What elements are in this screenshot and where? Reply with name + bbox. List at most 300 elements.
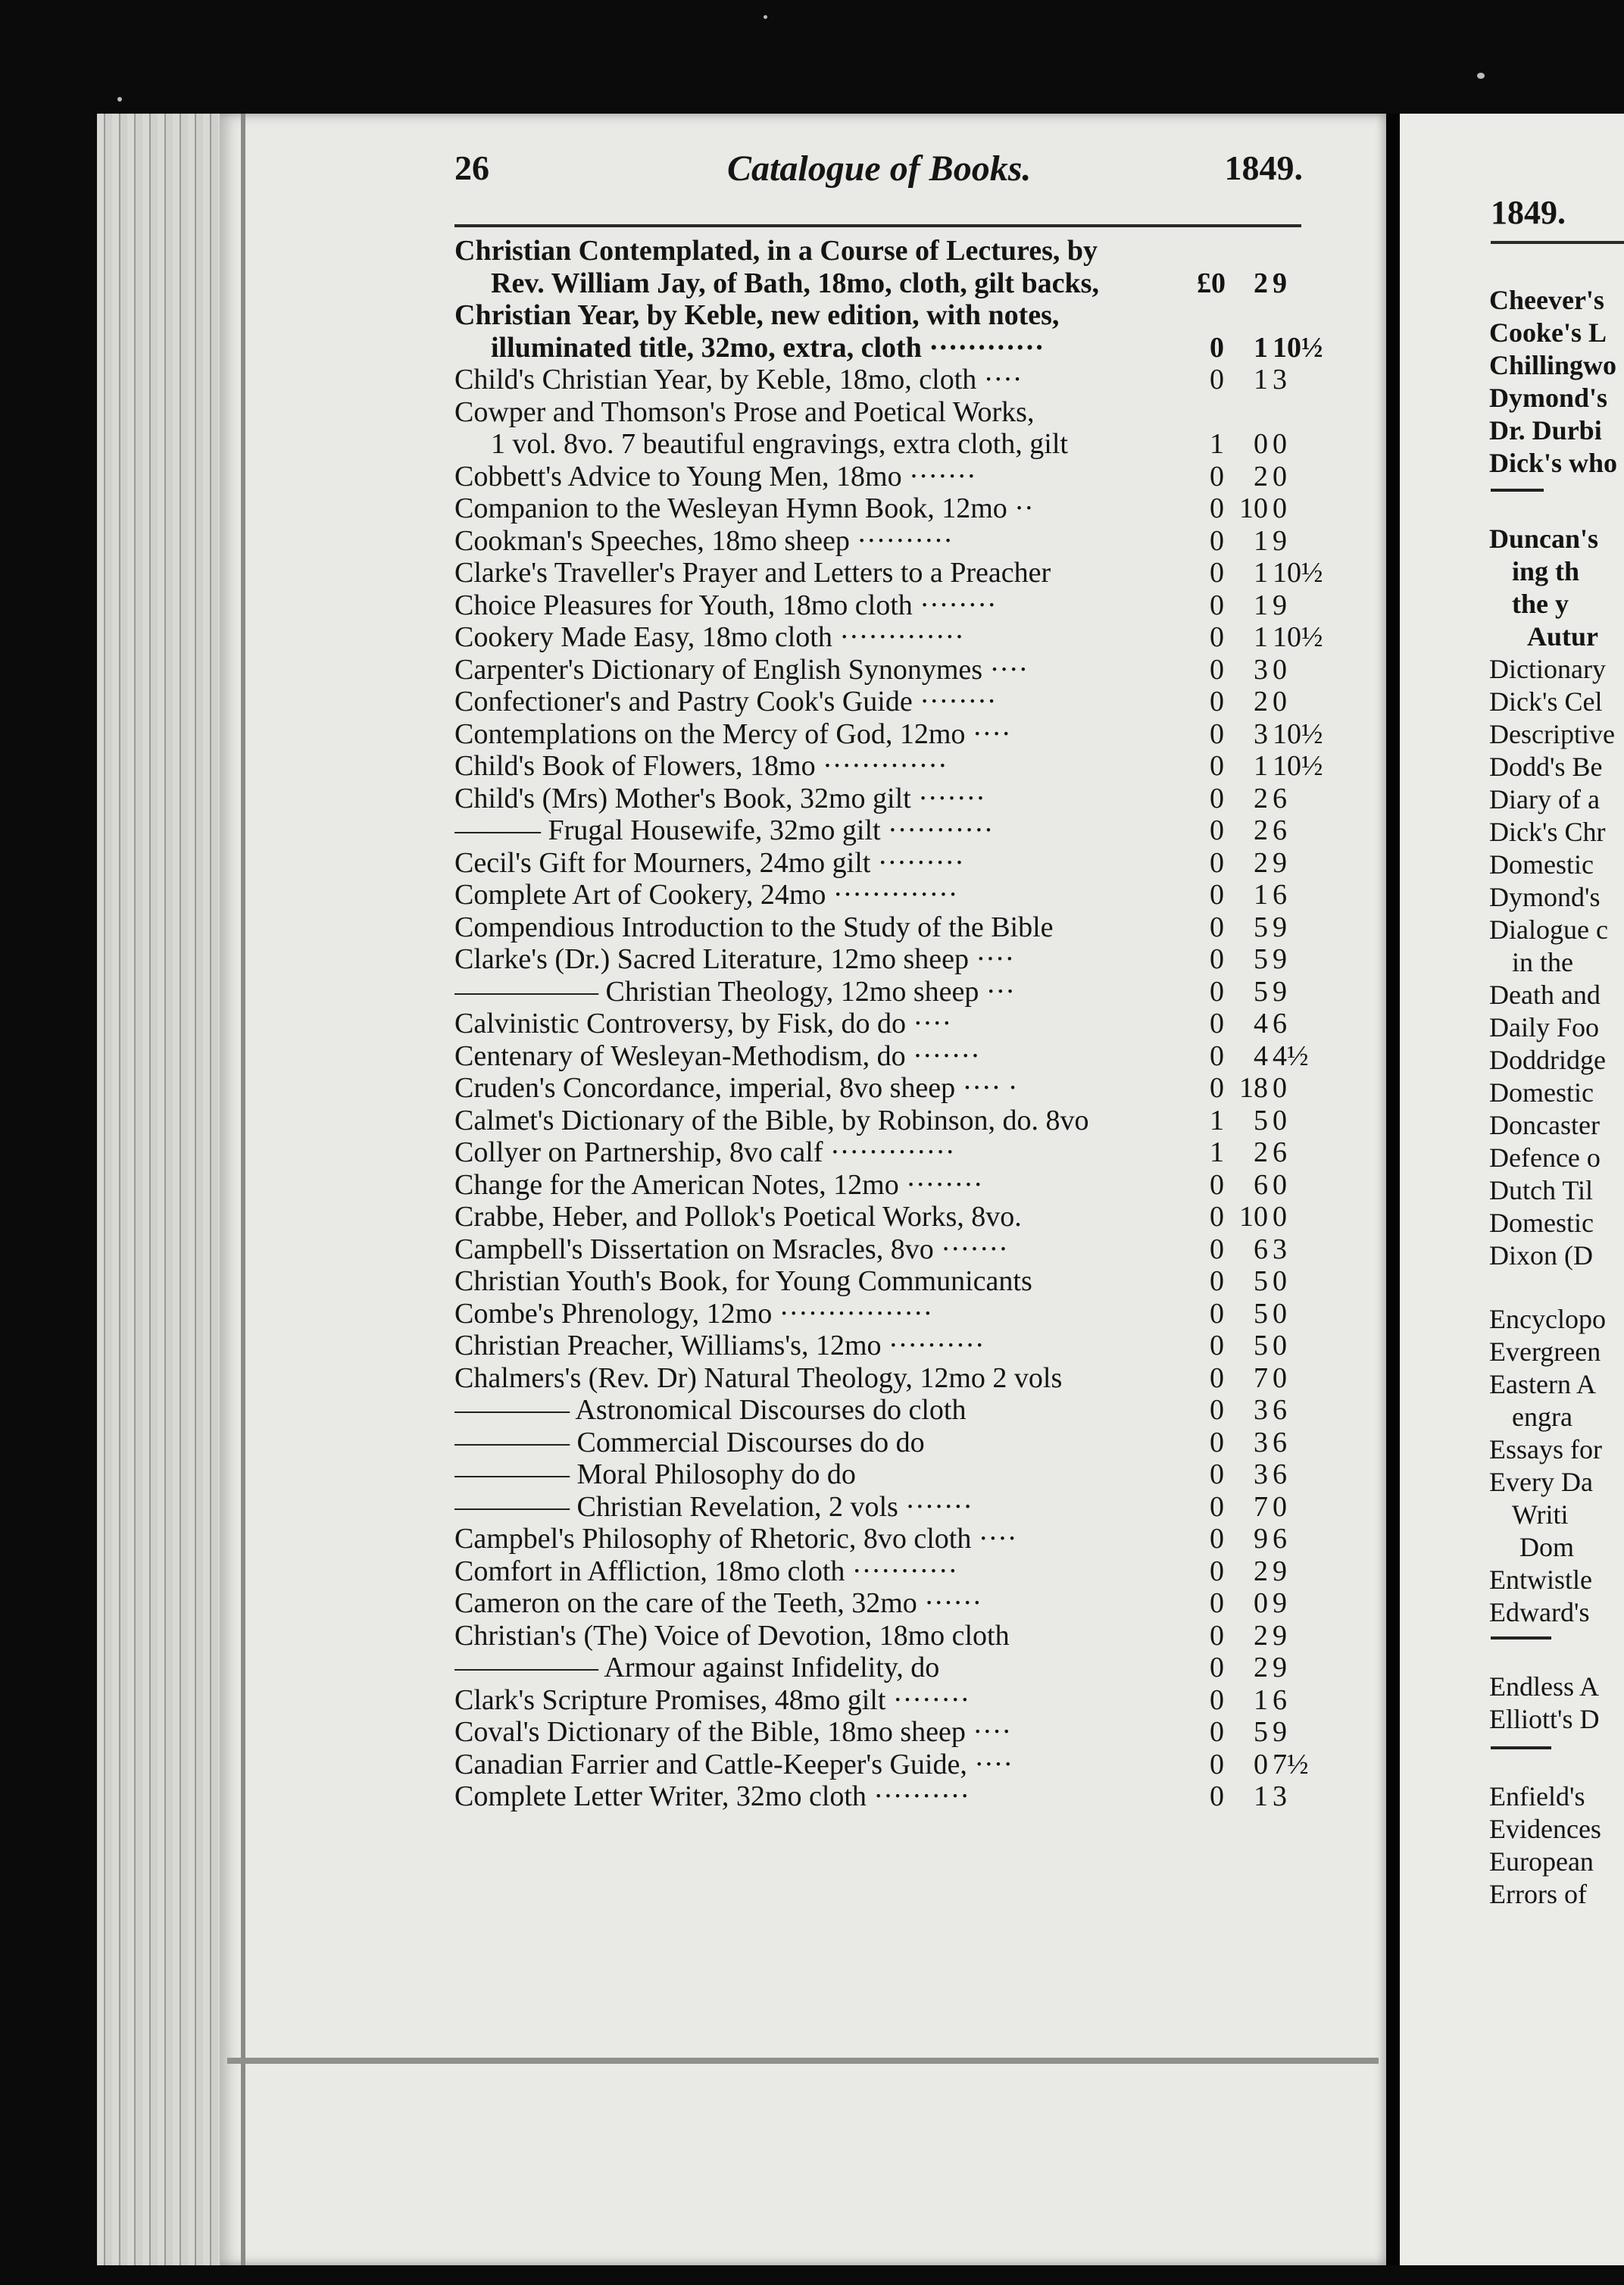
price-shillings: 3 <box>1254 1426 1268 1458</box>
entry-title: Companion to the Wesleyan Hymn Book, 12mo ·· <box>454 492 1034 524</box>
entry-price <box>1197 1298 1318 1330</box>
price-pence: 6 <box>1273 1683 1287 1716</box>
price-pounds: 0 <box>1210 782 1224 814</box>
right-page-entry: Dixon (D <box>1489 1240 1593 1271</box>
price-shillings: 2 <box>1254 1652 1268 1683</box>
price-pounds: 0 <box>1210 460 1224 492</box>
right-page-entry: Essays for <box>1489 1434 1602 1464</box>
entry-title: Campbel's Philosophy of Rhetoric, 8vo cloth ···· <box>454 1523 1017 1555</box>
page-header <box>454 148 1303 201</box>
price-shillings: 6 <box>1254 1168 1268 1201</box>
entry-price <box>1197 1072 1318 1105</box>
price-pence: 0 <box>1273 492 1287 524</box>
entry-price <box>1197 814 1318 847</box>
right-page-entry: Diary of a <box>1489 784 1600 814</box>
entry-price <box>1197 943 1318 976</box>
catalogue-entry <box>439 1620 1318 1652</box>
catalogue-entry <box>439 1780 1318 1813</box>
catalogue-entry <box>439 1201 1318 1233</box>
price-pounds: 0 <box>1210 911 1224 943</box>
right-page-entry: Domestic <box>1489 1077 1594 1108</box>
catalogue-entry <box>439 525 1318 558</box>
price-pence: 0 <box>1273 1168 1287 1201</box>
entry-price <box>1197 1265 1318 1298</box>
price-pence: 0 <box>1273 1201 1287 1233</box>
price-shillings: 1 <box>1254 621 1268 653</box>
section-rule <box>1491 1746 1551 1749</box>
catalogue-entry <box>439 976 1318 1008</box>
scan-speck <box>1477 73 1485 79</box>
price-pence: 10½ <box>1273 621 1323 653</box>
right-header-rule <box>1491 241 1624 244</box>
price-pence: 10½ <box>1273 557 1323 589</box>
catalogue-entry <box>439 750 1323 783</box>
price-pence: 6 <box>1273 1523 1287 1555</box>
right-page-entry: Enfield's <box>1489 1781 1585 1811</box>
entry-price <box>1197 911 1318 944</box>
entry-price <box>1197 492 1318 525</box>
entry-title: Comfort in Affliction, 18mo cloth ··········· <box>454 1555 958 1587</box>
price-pence: 6 <box>1273 1394 1287 1426</box>
entry-title: Clark's Scripture Promises, 48mo gilt ········ <box>454 1683 970 1716</box>
price-shillings: 4 <box>1254 1008 1268 1039</box>
entry-price <box>1197 1427 1318 1459</box>
entry-price <box>1197 525 1318 558</box>
price-pounds: 0 <box>1210 1780 1224 1812</box>
header-year: 1849. <box>1224 148 1303 187</box>
catalogue-entry <box>439 235 1318 267</box>
right-page-entry: Dialogue c <box>1489 914 1608 945</box>
price-pence: 0 <box>1273 1072 1287 1104</box>
price-shillings: 2 <box>1254 1555 1268 1587</box>
price-shillings: 3 <box>1254 1394 1268 1426</box>
price-pence: 9 <box>1273 1587 1287 1619</box>
entry-price <box>1197 1008 1318 1040</box>
catalogue-entry <box>439 364 1318 396</box>
entry-title: ———— Commercial Discourses do do <box>454 1426 925 1458</box>
price-pounds: £0 <box>1197 267 1226 299</box>
price-pounds: 0 <box>1210 1330 1224 1361</box>
price-pence: 6 <box>1273 1008 1287 1039</box>
price-pounds: 0 <box>1210 1297 1224 1330</box>
entry-title: Coval's Dictionary of the Bible, 18mo sheep ···· <box>454 1716 1012 1748</box>
right-page-entry: Daily Foo <box>1489 1012 1600 1042</box>
catalogue-entry <box>439 1587 1318 1620</box>
entry-price <box>1197 717 1323 751</box>
catalogue-entry <box>439 621 1323 654</box>
right-page-entry: Evidences <box>1489 1814 1601 1844</box>
entry-price <box>1197 847 1318 880</box>
catalogue-entry <box>439 686 1318 718</box>
catalogue-entry <box>439 1105 1318 1137</box>
price-shillings: 18 <box>1239 1072 1268 1104</box>
right-page-entry: engra <box>1512 1402 1572 1432</box>
price-pounds: 0 <box>1210 1233 1224 1265</box>
catalogue-entry <box>439 1716 1318 1749</box>
price-shillings: 9 <box>1254 1523 1268 1555</box>
price-shillings: 6 <box>1254 1233 1268 1265</box>
right-page-entry: Domestic <box>1489 849 1594 880</box>
entry-title: Rev. William Jay, of Bath, 18mo, cloth, gilt backs, <box>491 267 1099 299</box>
price-pence: 0 <box>1273 1361 1287 1394</box>
price-shillings: 5 <box>1254 943 1268 975</box>
price-shillings: 5 <box>1254 975 1268 1008</box>
price-shillings: 3 <box>1254 717 1268 750</box>
right-page-entry: Dutch Til <box>1489 1175 1594 1205</box>
right-page-entry: Domestic <box>1489 1208 1594 1238</box>
price-pence: 0 <box>1273 686 1287 717</box>
price-pounds: 0 <box>1210 975 1224 1008</box>
catalogue-entry <box>439 879 1318 911</box>
right-page-entry: Doddridge <box>1489 1045 1606 1075</box>
price-pounds: 0 <box>1210 1265 1224 1297</box>
catalogue-entry <box>439 1265 1318 1298</box>
entry-title: Christian Youth's Book, for Young Communicants <box>454 1265 1032 1297</box>
entry-price <box>1197 654 1318 686</box>
catalogue-entry <box>439 428 1318 461</box>
entry-price <box>1197 331 1323 364</box>
right-page-entry: Errors of <box>1489 1879 1587 1909</box>
entry-price <box>1197 364 1318 396</box>
right-page-entry: Edward's <box>1489 1597 1590 1627</box>
entry-price <box>1197 396 1318 429</box>
price-pounds: 1 <box>1210 1136 1224 1168</box>
entry-title: Christian Preacher, Williams's, 12mo ·········· <box>454 1330 985 1361</box>
price-pounds: 0 <box>1210 750 1224 782</box>
price-pence: 6 <box>1273 1458 1287 1490</box>
price-pence: 7½ <box>1273 1748 1309 1780</box>
entry-price <box>1197 1105 1318 1137</box>
catalogue-entry <box>439 267 1318 300</box>
price-pounds: 0 <box>1210 1458 1224 1490</box>
entry-title: Christian's (The) Voice of Devotion, 18mo cloth <box>454 1619 1010 1652</box>
price-shillings: 5 <box>1254 1104 1268 1136</box>
price-shillings: 10 <box>1239 1201 1268 1233</box>
price-pounds: 0 <box>1210 717 1224 750</box>
entry-title: ————— Armour against Infidelity, do <box>454 1652 940 1683</box>
entry-title: Cecil's Gift for Mourners, 24mo gilt ········· <box>454 846 964 879</box>
price-pounds: 0 <box>1210 1748 1224 1780</box>
price-pence: 10½ <box>1273 750 1323 782</box>
page-edges <box>97 114 227 2265</box>
right-page-entry: Dictionary <box>1489 654 1606 684</box>
entry-price <box>1197 1491 1318 1524</box>
entry-price <box>1197 267 1318 300</box>
catalogue-entry <box>439 299 1318 332</box>
entry-title: Christian Contemplated, in a Course of Lectures, by <box>454 235 1098 267</box>
entry-title: Carpenter's Dictionary of English Synonymes ···· <box>454 653 1029 686</box>
right-page-entry: Dymond's <box>1489 882 1601 912</box>
price-pounds: 0 <box>1210 589 1224 621</box>
price-pounds: 0 <box>1210 1168 1224 1201</box>
catalogue-entry <box>439 1394 1318 1427</box>
catalogue-entry <box>439 461 1318 493</box>
entry-price <box>1197 1362 1318 1395</box>
price-shillings: 0 <box>1254 1748 1268 1780</box>
catalogue-entry <box>439 1136 1318 1169</box>
price-pounds: 0 <box>1210 1201 1224 1233</box>
price-shillings: 1 <box>1254 1780 1268 1812</box>
price-pence: 3 <box>1273 364 1287 395</box>
price-pence: 3 <box>1273 1233 1287 1265</box>
entry-title: illuminated title, 32mo, extra, cloth ············ <box>491 331 1045 364</box>
price-pounds: 0 <box>1210 331 1224 364</box>
entry-title: ———— Christian Revelation, 2 vols ······· <box>454 1490 973 1523</box>
price-shillings: 1 <box>1254 524 1268 557</box>
price-pence: 6 <box>1273 1136 1287 1168</box>
catalogue-entry <box>439 1458 1318 1491</box>
price-pounds: 0 <box>1210 1587 1224 1619</box>
price-shillings: 2 <box>1254 1619 1268 1652</box>
entry-title: Clarke's Traveller's Prayer and Letters to a Preacher <box>454 557 1051 589</box>
entry-title: Confectioner's and Pastry Cook's Guide ········ <box>454 686 997 717</box>
price-pence: 9 <box>1273 911 1287 943</box>
price-pounds: 0 <box>1210 814 1224 846</box>
right-page-entry: Descriptive <box>1489 719 1615 749</box>
price-shillings: 2 <box>1254 814 1268 846</box>
right-page-entry: Doncaster <box>1489 1110 1600 1140</box>
entry-title: Clarke's (Dr.) Sacred Literature, 12mo sheep ···· <box>454 943 1015 975</box>
catalogue-entry <box>439 1427 1318 1459</box>
catalogue-entry <box>439 943 1318 976</box>
price-pence: 9 <box>1273 975 1287 1008</box>
price-pence: 0 <box>1273 1330 1287 1361</box>
entry-title: Cookman's Speeches, 18mo sheep ·········· <box>454 524 953 557</box>
entry-title: Child's Christian Year, by Keble, 18mo, cloth ···· <box>454 364 1023 395</box>
price-shillings: 0 <box>1254 428 1268 460</box>
price-pounds: 0 <box>1210 879 1224 911</box>
entry-title: Compendious Introduction to the Study of the Bible <box>454 911 1054 943</box>
catalogue-entry <box>439 911 1318 944</box>
catalogue-entry <box>439 589 1318 622</box>
price-shillings: 5 <box>1254 911 1268 943</box>
entry-title: Cruden's Concordance, imperial, 8vo sheep ···· · <box>454 1072 1018 1104</box>
entry-title: Complete Art of Cookery, 24mo ············· <box>454 879 958 911</box>
entry-price <box>1197 589 1318 622</box>
entry-title: ——— Frugal Housewife, 32mo gilt ··········· <box>454 814 994 846</box>
catalogue-entry <box>439 1362 1318 1395</box>
price-pounds: 0 <box>1210 1716 1224 1748</box>
catalogue-entry <box>439 1169 1318 1202</box>
price-pounds: 0 <box>1210 1652 1224 1683</box>
header-rule <box>454 224 1301 227</box>
page-number: 26 <box>454 148 489 187</box>
price-shillings: 7 <box>1254 1361 1268 1394</box>
catalogue-entry <box>439 492 1318 525</box>
catalogue-entry <box>439 1298 1318 1330</box>
scan-speck <box>117 97 122 102</box>
section-rule <box>1491 489 1544 492</box>
entry-price <box>1197 1201 1318 1233</box>
entry-price <box>1197 1749 1318 1781</box>
entry-title: Child's (Mrs) Mother's Book, 32mo gilt ······· <box>454 782 985 814</box>
running-title: Catalogue of Books. <box>727 148 1032 189</box>
entry-price <box>1197 557 1323 589</box>
catalogue-entry <box>439 1523 1318 1555</box>
right-page-entry: in the <box>1512 947 1573 977</box>
catalogue-entry <box>439 1008 1318 1040</box>
price-pence: 9 <box>1273 589 1287 621</box>
entry-title: Canadian Farrier and Cattle-Keeper's Guide, ···· <box>454 1748 1013 1780</box>
right-page-entry: ing th <box>1512 556 1580 586</box>
price-shillings: 4 <box>1254 1039 1268 1072</box>
catalogue-entry <box>439 1040 1318 1073</box>
price-shillings: 0 <box>1254 1587 1268 1619</box>
price-shillings: 1 <box>1254 1683 1268 1716</box>
scan-speck <box>764 15 767 19</box>
catalogue-entry <box>439 1555 1318 1588</box>
entry-price <box>1197 1523 1318 1555</box>
price-pence: 0 <box>1273 653 1287 686</box>
price-pounds: 0 <box>1210 557 1224 589</box>
price-shillings: 1 <box>1254 331 1268 364</box>
catalogue-entry <box>439 1072 1318 1105</box>
entry-price <box>1197 1684 1318 1717</box>
price-pence: 9 <box>1273 1555 1287 1587</box>
right-page-entry: Dodd's Be <box>1489 752 1603 782</box>
entry-title: Chalmers's (Rev. Dr) Natural Theology, 12mo 2 vols <box>454 1361 1063 1394</box>
price-pence: 6 <box>1273 879 1287 911</box>
entry-price <box>1197 1555 1318 1588</box>
right-page-entry: Elliott's D <box>1489 1704 1600 1734</box>
price-pounds: 0 <box>1210 1361 1224 1394</box>
entry-price <box>1197 1652 1318 1684</box>
price-pounds: 0 <box>1210 686 1224 717</box>
right-page-entry: Dick's who <box>1489 448 1618 478</box>
right-page-entry: Dom <box>1519 1532 1574 1562</box>
catalogue-entry <box>439 1684 1318 1717</box>
catalogue-entries <box>439 235 1323 1813</box>
price-pence: 9 <box>1273 846 1287 879</box>
price-shillings: 2 <box>1254 460 1268 492</box>
price-pence: 9 <box>1273 524 1287 557</box>
entry-title: Campbell's Dissertation on Msracles, 8vo ······· <box>454 1233 1008 1265</box>
right-page-entry: Dick's Cel <box>1489 686 1603 717</box>
price-pence: 10½ <box>1273 717 1323 750</box>
catalogue-entry <box>439 1749 1318 1781</box>
price-pence: 9 <box>1273 943 1287 975</box>
price-shillings: 5 <box>1254 1297 1268 1330</box>
page-fold-line <box>241 114 245 2265</box>
entry-price <box>1197 621 1323 654</box>
price-shillings: 2 <box>1254 1136 1268 1168</box>
price-pence: 0 <box>1273 428 1287 460</box>
price-pence: 0 <box>1273 460 1287 492</box>
entry-title: Cowper and Thomson's Prose and Poetical Works, <box>454 395 1035 428</box>
right-page-entry: Encyclopo <box>1489 1304 1606 1334</box>
price-pence: 9 <box>1273 267 1287 299</box>
catalogue-entry <box>439 654 1318 686</box>
right-page-entry: Duncan's <box>1489 524 1599 554</box>
catalogue-entry <box>439 783 1318 815</box>
price-pounds: 0 <box>1210 1008 1224 1039</box>
price-pence: 9 <box>1273 1652 1287 1683</box>
bottom-page-edge <box>227 2058 1379 2064</box>
entry-price <box>1197 235 1318 267</box>
catalogue-entry <box>439 1491 1318 1524</box>
price-pounds: 0 <box>1210 1619 1224 1652</box>
entry-title: Calmet's Dictionary of the Bible, by Robinson, do. 8vo <box>454 1104 1089 1136</box>
price-pence: 6 <box>1273 782 1287 814</box>
entry-title: ———— Astronomical Discourses do cloth <box>454 1394 967 1426</box>
entry-price <box>1197 1040 1318 1073</box>
price-pounds: 0 <box>1210 1523 1224 1555</box>
price-shillings: 5 <box>1254 1265 1268 1297</box>
price-shillings: 1 <box>1254 879 1268 911</box>
entry-price <box>1197 879 1318 911</box>
entry-price <box>1197 1169 1318 1202</box>
entry-price <box>1197 976 1318 1008</box>
price-pounds: 0 <box>1210 1072 1224 1104</box>
entry-price <box>1197 461 1318 493</box>
price-pounds: 0 <box>1210 1490 1224 1523</box>
price-pounds: 0 <box>1210 1426 1224 1458</box>
price-pounds: 0 <box>1210 492 1224 524</box>
entry-title: ————— Christian Theology, 12mo sheep ··· <box>454 975 1015 1008</box>
right-page-entry: Writi <box>1512 1499 1569 1530</box>
price-pounds: 0 <box>1210 653 1224 686</box>
price-pounds: 1 <box>1210 428 1224 460</box>
price-pounds: 0 <box>1210 1039 1224 1072</box>
price-shillings: 1 <box>1254 750 1268 782</box>
section-rule <box>1491 1636 1551 1640</box>
price-shillings: 1 <box>1254 557 1268 589</box>
entry-price <box>1197 1233 1318 1266</box>
price-shillings: 2 <box>1254 782 1268 814</box>
price-pounds: 0 <box>1210 1394 1224 1426</box>
price-shillings: 1 <box>1254 589 1268 621</box>
entry-price <box>1197 686 1318 718</box>
catalogue-entry <box>439 1330 1318 1362</box>
entry-title: Centenary of Wesleyan-Methodism, do ······· <box>454 1039 980 1072</box>
book-gutter <box>1386 114 1400 2265</box>
entry-title: Cookery Made Easy, 18mo cloth ············· <box>454 621 964 653</box>
catalogue-entry <box>439 717 1323 751</box>
entry-title: Cameron on the care of the Teeth, 32mo ······ <box>454 1587 982 1619</box>
price-pence: 0 <box>1273 1265 1287 1297</box>
price-pounds: 0 <box>1210 1555 1224 1587</box>
right-page-entry: Entwistle <box>1489 1564 1592 1595</box>
entry-title: Calvinistic Controversy, by Fisk, do do ···· <box>454 1008 952 1039</box>
price-shillings: 5 <box>1254 1716 1268 1748</box>
price-pence: 9 <box>1273 1619 1287 1652</box>
entry-title: Collyer on Partnership, 8vo calf ············· <box>454 1136 955 1168</box>
price-pounds: 0 <box>1210 524 1224 557</box>
entry-price <box>1197 1330 1318 1362</box>
right-page-entry: Evergreen <box>1489 1336 1601 1367</box>
entry-price <box>1197 1587 1318 1620</box>
entry-title: ———— Moral Philosophy do do <box>454 1458 856 1490</box>
entry-price <box>1197 1780 1318 1813</box>
catalogue-entry <box>439 331 1323 364</box>
price-shillings: 2 <box>1254 846 1268 879</box>
right-page-entry: Autur <box>1527 621 1599 652</box>
right-page-entry: Endless A <box>1489 1671 1600 1702</box>
entry-title: Christian Year, by Keble, new edition, with notes, <box>454 299 1060 331</box>
catalogue-entry <box>439 1233 1318 1266</box>
right-page-entry: Cooke's L <box>1489 317 1607 348</box>
price-pounds: 1 <box>1210 1104 1224 1136</box>
entry-title: Change for the American Notes, 12mo ········ <box>454 1168 983 1201</box>
right-page-entry: the y <box>1512 589 1569 619</box>
right-page-entry: Cheever's <box>1489 285 1604 315</box>
price-pounds: 0 <box>1210 1683 1224 1716</box>
entry-price <box>1197 1620 1318 1652</box>
price-shillings: 1 <box>1254 364 1268 395</box>
entry-price <box>1197 783 1318 815</box>
right-page-entry: Dr. Durbi <box>1489 415 1602 445</box>
right-page-entry: Death and <box>1489 980 1601 1010</box>
